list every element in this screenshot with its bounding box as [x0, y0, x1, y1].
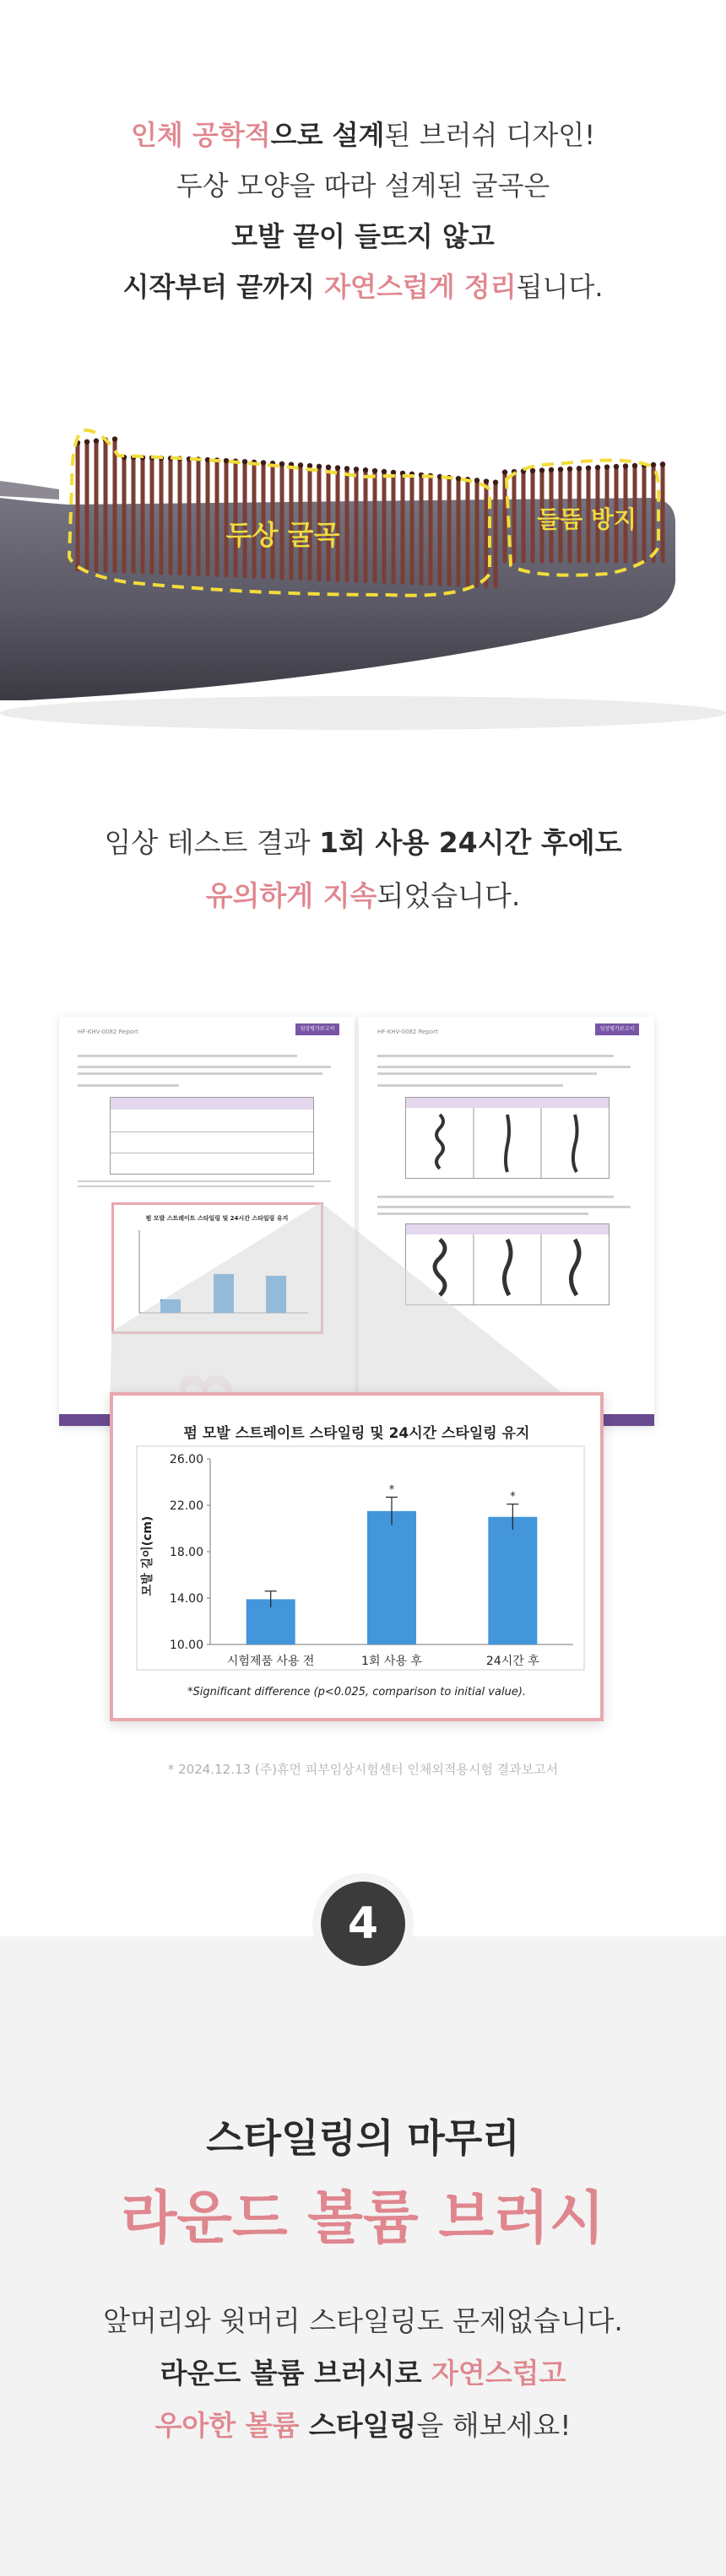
brush-handle-top	[0, 481, 59, 500]
significance-note: *Significant difference (p<0.025, comparison to initial value).	[187, 1686, 527, 1698]
bristle-tip	[326, 464, 331, 469]
section-body-3: 우아한 볼륨 스타일링을 해보세요!	[154, 2409, 572, 2442]
report-page-right: HF-KHV-0082 Report 임상평가보고서	[359, 1017, 654, 1426]
bristle-tip	[317, 464, 322, 469]
bristle-tip	[94, 438, 99, 443]
significance-mark: *	[510, 1490, 516, 1504]
y-tick-label: 10.00	[169, 1639, 203, 1652]
bristle-tip	[530, 468, 535, 473]
bristle-tip	[354, 467, 359, 472]
zoomed-chart-box	[110, 1392, 604, 1721]
bristle-tip	[577, 466, 582, 471]
x-tick-label: 시험제품 사용 전	[226, 1655, 315, 1668]
y-axis-label: 모발 길이(cm)	[141, 1515, 154, 1596]
clinical-report	[59, 1017, 654, 1426]
y-tick-label: 26.00	[169, 1453, 203, 1466]
clinical-line-1: 임상 테스트 결과 1회 사용 24시간 후에도	[104, 826, 622, 859]
bristle-tip	[224, 458, 229, 463]
bristle-tip	[456, 476, 461, 481]
y-tick-label: 18.00	[169, 1546, 203, 1559]
bristle-tip	[335, 465, 340, 470]
bar-chart	[113, 1438, 600, 1691]
x-tick-label: 24시간 후	[485, 1655, 539, 1668]
bristle-tip	[595, 465, 600, 470]
section-title-2: 라운드 볼륨 브러시	[121, 2185, 605, 2252]
bristle-tip	[493, 479, 498, 484]
intro-line-4: 시작부터 끝까지 자연스럽게 정리됩니다.	[122, 271, 604, 303]
y-tick-label: 14.00	[169, 1592, 203, 1606]
intro-line-1: 인체 공학적으로 설계된 브러쉬 디자인!	[130, 119, 596, 151]
intro-line-2: 두상 모양을 따라 설계된 굴곡은	[176, 170, 550, 202]
bristle-tip	[112, 436, 117, 441]
bristle-tip	[623, 463, 628, 468]
bristle-tip	[474, 478, 479, 483]
bristle-tip	[84, 440, 89, 445]
bristle-tip	[372, 468, 377, 473]
bristle-tip	[651, 462, 656, 467]
clinical-line-2: 유의하게 지속되었습니다.	[205, 879, 521, 912]
zoom-funnel	[59, 1017, 654, 1426]
brush-svg	[0, 405, 726, 743]
bar	[367, 1511, 416, 1644]
section-body-1: 앞머리와 윗머리 스타일링도 문제없습니다.	[103, 2304, 623, 2337]
brush-illustration	[0, 405, 726, 743]
bristle-tip	[484, 478, 489, 483]
x-tick-label: 1회 사용 후	[361, 1655, 422, 1668]
section-body-2: 라운드 볼륨 브러시로 자연스럽고	[160, 2357, 566, 2390]
bristle-tip	[567, 467, 572, 472]
source-note: * 2024.12.13 (주)휴먼 피부임상시험센터 인체외적용시험 결과보고서	[167, 1762, 559, 1777]
section-title-1: 스타일링의 마무리	[206, 2115, 520, 2161]
bristle-tip	[632, 463, 637, 468]
intro-line-3: 모발 끝이 들뜨지 않고	[231, 220, 495, 252]
svg-text:펌 모발 스트레이트 스타일링 및 24시간 스타일링 유지: 펌 모발 스트레이트 스타일링 및 24시간 스타일링 유지	[145, 1215, 289, 1222]
bar	[488, 1517, 537, 1644]
bristle-tip	[344, 466, 349, 471]
section-4	[0, 1936, 726, 2576]
bristle-tip	[502, 469, 507, 474]
report-page-left: HF-KHV-0082 Report 임상평가보고서	[59, 1017, 355, 1426]
bristle-tip	[660, 462, 665, 467]
label-lift: 들뜸 방지	[537, 505, 637, 533]
bristle-tip	[261, 460, 266, 465]
bristle-tip	[614, 464, 619, 469]
y-tick-label: 22.00	[169, 1499, 203, 1513]
bristle-tip	[539, 467, 544, 473]
bristle-tip	[549, 467, 554, 473]
section-number: 4	[321, 1882, 405, 1966]
bristle-tip	[382, 469, 387, 474]
bristle-tip	[279, 462, 284, 467]
brush-shadow	[0, 696, 726, 730]
label-curve: 두상 굴곡	[225, 519, 340, 551]
significance-mark: *	[388, 1483, 395, 1497]
bristle-tip	[604, 464, 610, 469]
bristle-tip	[558, 467, 563, 472]
bristle-tip	[242, 459, 247, 464]
bristle-tip	[363, 467, 368, 473]
bristle-tip	[586, 465, 591, 470]
chart-title: 펌 모발 스트레이트 스타일링 및 24시간 스타일링 유지	[183, 1425, 530, 1442]
